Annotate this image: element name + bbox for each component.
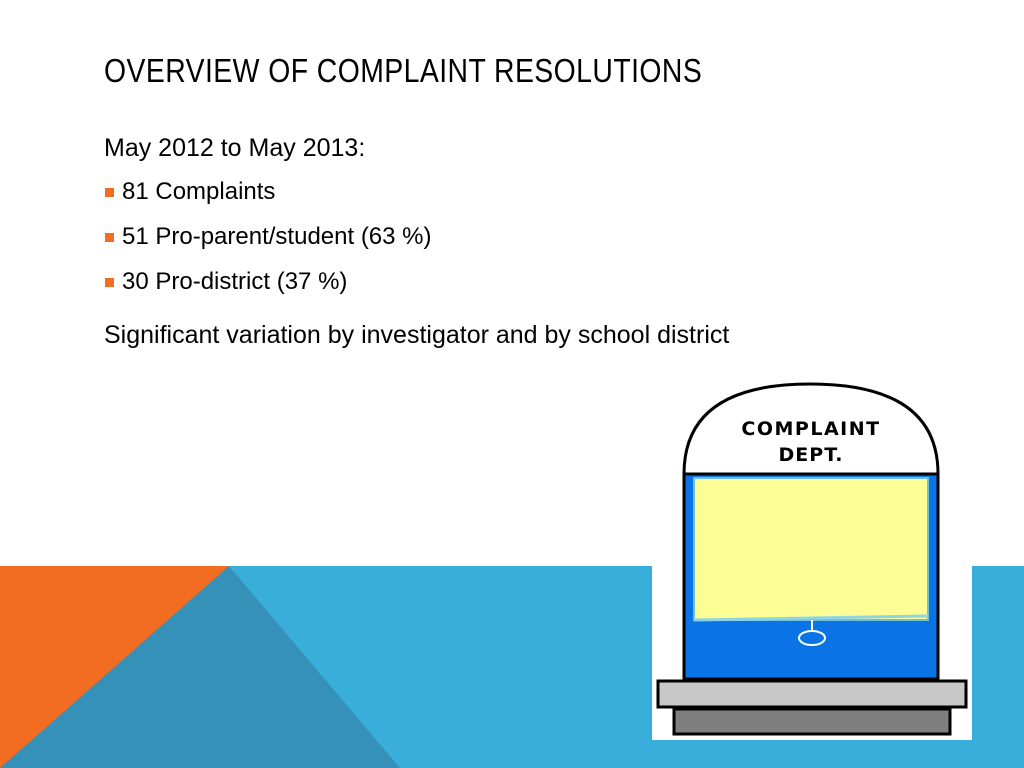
counter-top	[658, 681, 966, 707]
window-shade	[694, 478, 928, 620]
complaint-dept-illustration	[652, 378, 972, 740]
bullet-text: 81 Complaints	[122, 178, 276, 205]
sign-line-2: DEPT.	[778, 444, 844, 466]
bullet-text: 51 Pro-parent/student (63 %)	[122, 223, 432, 250]
bullet-square-icon	[105, 278, 114, 287]
closing-statement: Significant variation by investigator and by school district	[104, 321, 730, 349]
slide-title: OVERVIEW OF COMPLAINT RESOLUTIONS	[104, 52, 703, 89]
bullet-square-icon	[105, 188, 114, 197]
counter-base	[674, 709, 950, 734]
bullet-square-icon	[105, 233, 114, 242]
sign-line-1: COMPLAINT	[741, 418, 881, 440]
date-range-heading: May 2012 to May 2013:	[104, 134, 366, 162]
bullet-text: 30 Pro-district (37 %)	[122, 268, 348, 295]
